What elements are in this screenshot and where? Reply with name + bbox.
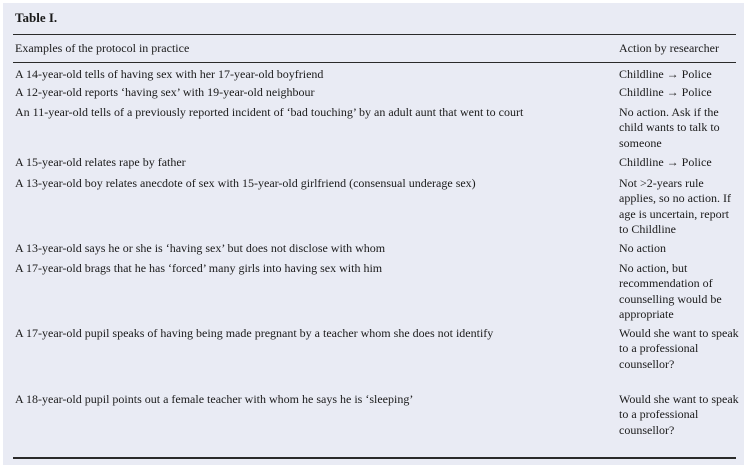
- header-action: Action by researcher: [619, 41, 719, 55]
- header-bottom-rule: [13, 62, 736, 63]
- action-cell: Would she want to speak to a professional counsellor?: [619, 326, 739, 371]
- header-top-rule: [13, 34, 736, 35]
- action-cell: Childline → Police: [619, 85, 712, 99]
- example-cell: A 17-year-old pupil speaks of having being made pregnant by a teacher whom she does not identify: [15, 326, 494, 340]
- action-cell: Not >2-years rule applies, so no action. If age is uncertain, report to Childline: [619, 176, 731, 237]
- example-cell: A 14-year-old tells of having sex with her 17-year-old boyfriend: [15, 67, 324, 81]
- table-bottom-rule: [13, 457, 736, 459]
- table-panel: [3, 3, 744, 465]
- action-cell: Would she want to speak to a professional counsellor?: [619, 392, 739, 437]
- example-cell: A 13-year-old says he or she is ‘having sex’ but does not disclose with whom: [15, 241, 386, 255]
- action-cell: Childline → Police: [619, 155, 712, 169]
- example-cell: A 18-year-old pupil points out a female teacher with whom he says he is ‘sleeping’: [15, 392, 414, 406]
- action-cell: No action. Ask if the child wants to talk to someone: [619, 105, 720, 150]
- action-cell: Childline → Police: [619, 67, 712, 81]
- example-cell: An 11-year-old tells of a previously reported incident of ‘bad touching’ by an adult aunt that went to court: [15, 105, 524, 119]
- example-cell: A 17-year-old brags that he has ‘forced’ many girls into having sex with him: [15, 261, 383, 275]
- header-examples: Examples of the protocol in practice: [15, 41, 190, 55]
- table-title: Table I.: [15, 10, 58, 25]
- example-cell: A 15-year-old relates rape by father: [15, 155, 186, 169]
- action-cell: No action: [619, 241, 666, 255]
- example-cell: A 12-year-old reports ‘having sex’ with 19-year-old neighbour: [15, 85, 315, 99]
- example-cell: A 13-year-old boy relates anecdote of sex with 15-year-old girlfriend (consensual underage sex): [15, 176, 476, 190]
- action-cell: No action, but recommendation of counselling would be appropriate: [619, 261, 722, 322]
